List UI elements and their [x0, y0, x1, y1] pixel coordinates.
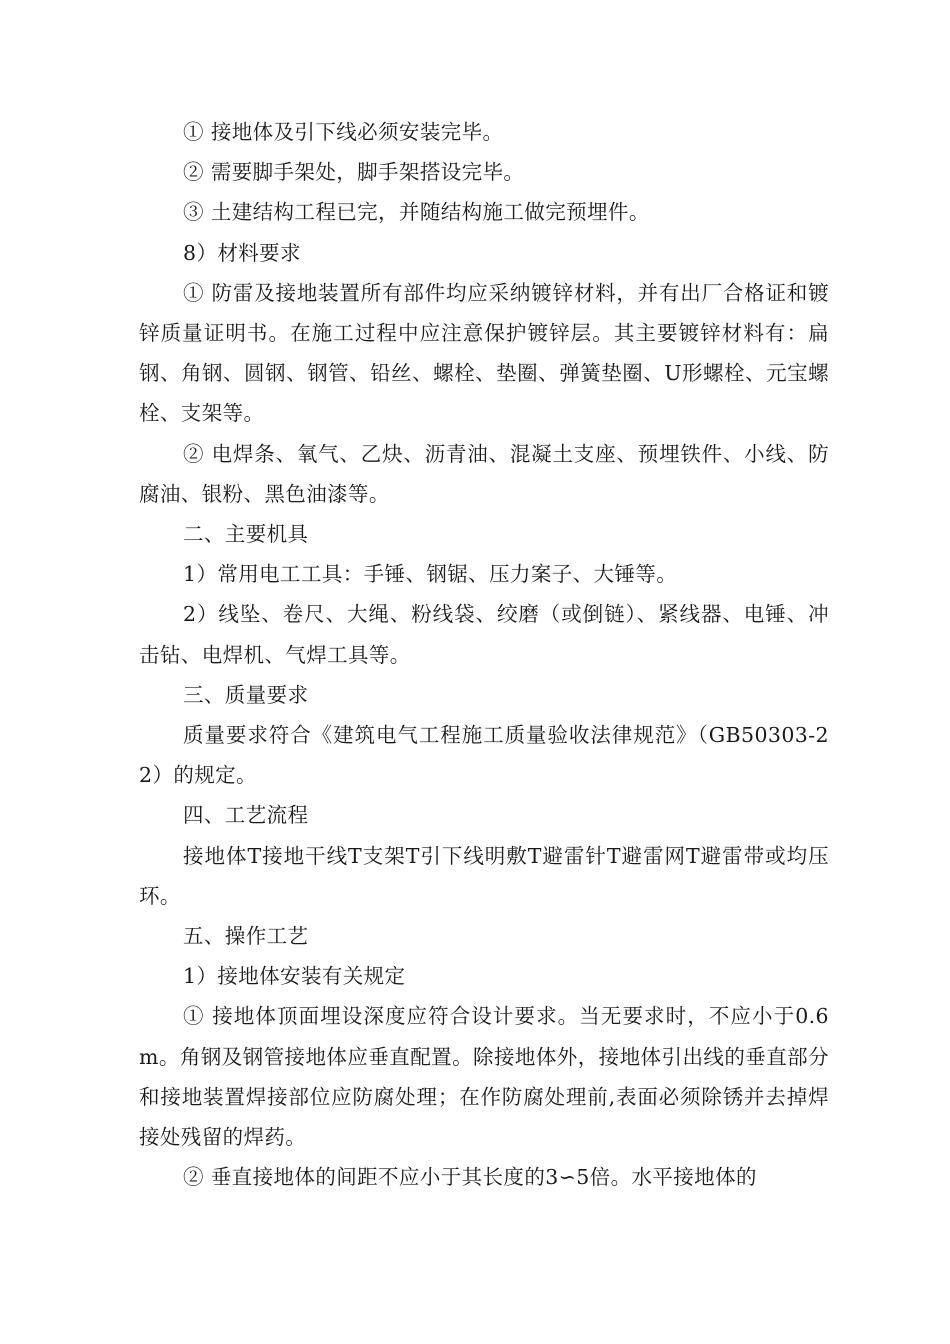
paragraph: ① 防雷及接地装置所有部件均应采纳镀锌材料，并有出厂合格证和镀锌质量证明书。在施工过程中应注意保护镀锌层。其主要镀锌材料有：扁钢、角钢、圆钢、钢管、铅丝、螺栓、垫圈、弹簧垫圈、U形螺栓、元宝螺栓、支架等。: [139, 280, 829, 426]
paragraph: 1）常用电工工具：手锤、钢锯、压力案子、大锤等。: [183, 562, 678, 587]
section-heading: 8）材料要求: [183, 240, 301, 265]
paragraph: ① 接地体及引下线必须安装完毕。: [183, 120, 504, 144]
document-body: [139, 112, 829, 1197]
paragraph: ② 电焊条、氧气、乙炔、沥青油、混凝土支座、预埋铁件、小线、防腐油、银粉、黑色油漆等。: [139, 441, 829, 506]
section-heading: 二、主要机具: [183, 522, 309, 547]
paragraph: 2）线坠、卷尺、大绳、粉线袋、绞磨（或倒链）、紧线器、电锤、冲击钻、电焊机、气焊工具等。: [139, 602, 829, 667]
paragraph: 质量要求符合《建筑电气工程施工质量验收法律规范》（GB50303-22）的规定。: [139, 723, 829, 788]
paragraph: ② 垂直接地体的间距不应小于其长度的3∽5倍。水平接地体的: [183, 1165, 757, 1190]
section-heading: 三、质量要求: [183, 682, 309, 707]
paragraph: ③ 土建结构工程已完，并随结构施工做完预埋件。: [183, 200, 650, 225]
subsection-heading: 1）接地体安装有关规定: [183, 964, 406, 989]
section-heading: 四、工艺流程: [183, 803, 309, 828]
paragraph: ② 需要脚手架处，脚手架搭设完毕。: [183, 160, 525, 185]
paragraph: 接地体T接地干线T支架T引下线明敷T避雷针T避雷网T避雷带或均压环。: [139, 843, 829, 908]
paragraph: ① 接地体顶面埋设深度应符合设计要求。当无要求时，不应小于0.6m。角钢及钢管接地体应垂直配置。除接地体外，接地体引出线的垂直部分和接地装置焊接部位应防腐处理；在作防腐处理前,表面必须除锈并去掉焊接处残留的焊药。: [139, 1004, 829, 1150]
section-heading: 五、操作工艺: [183, 924, 309, 949]
